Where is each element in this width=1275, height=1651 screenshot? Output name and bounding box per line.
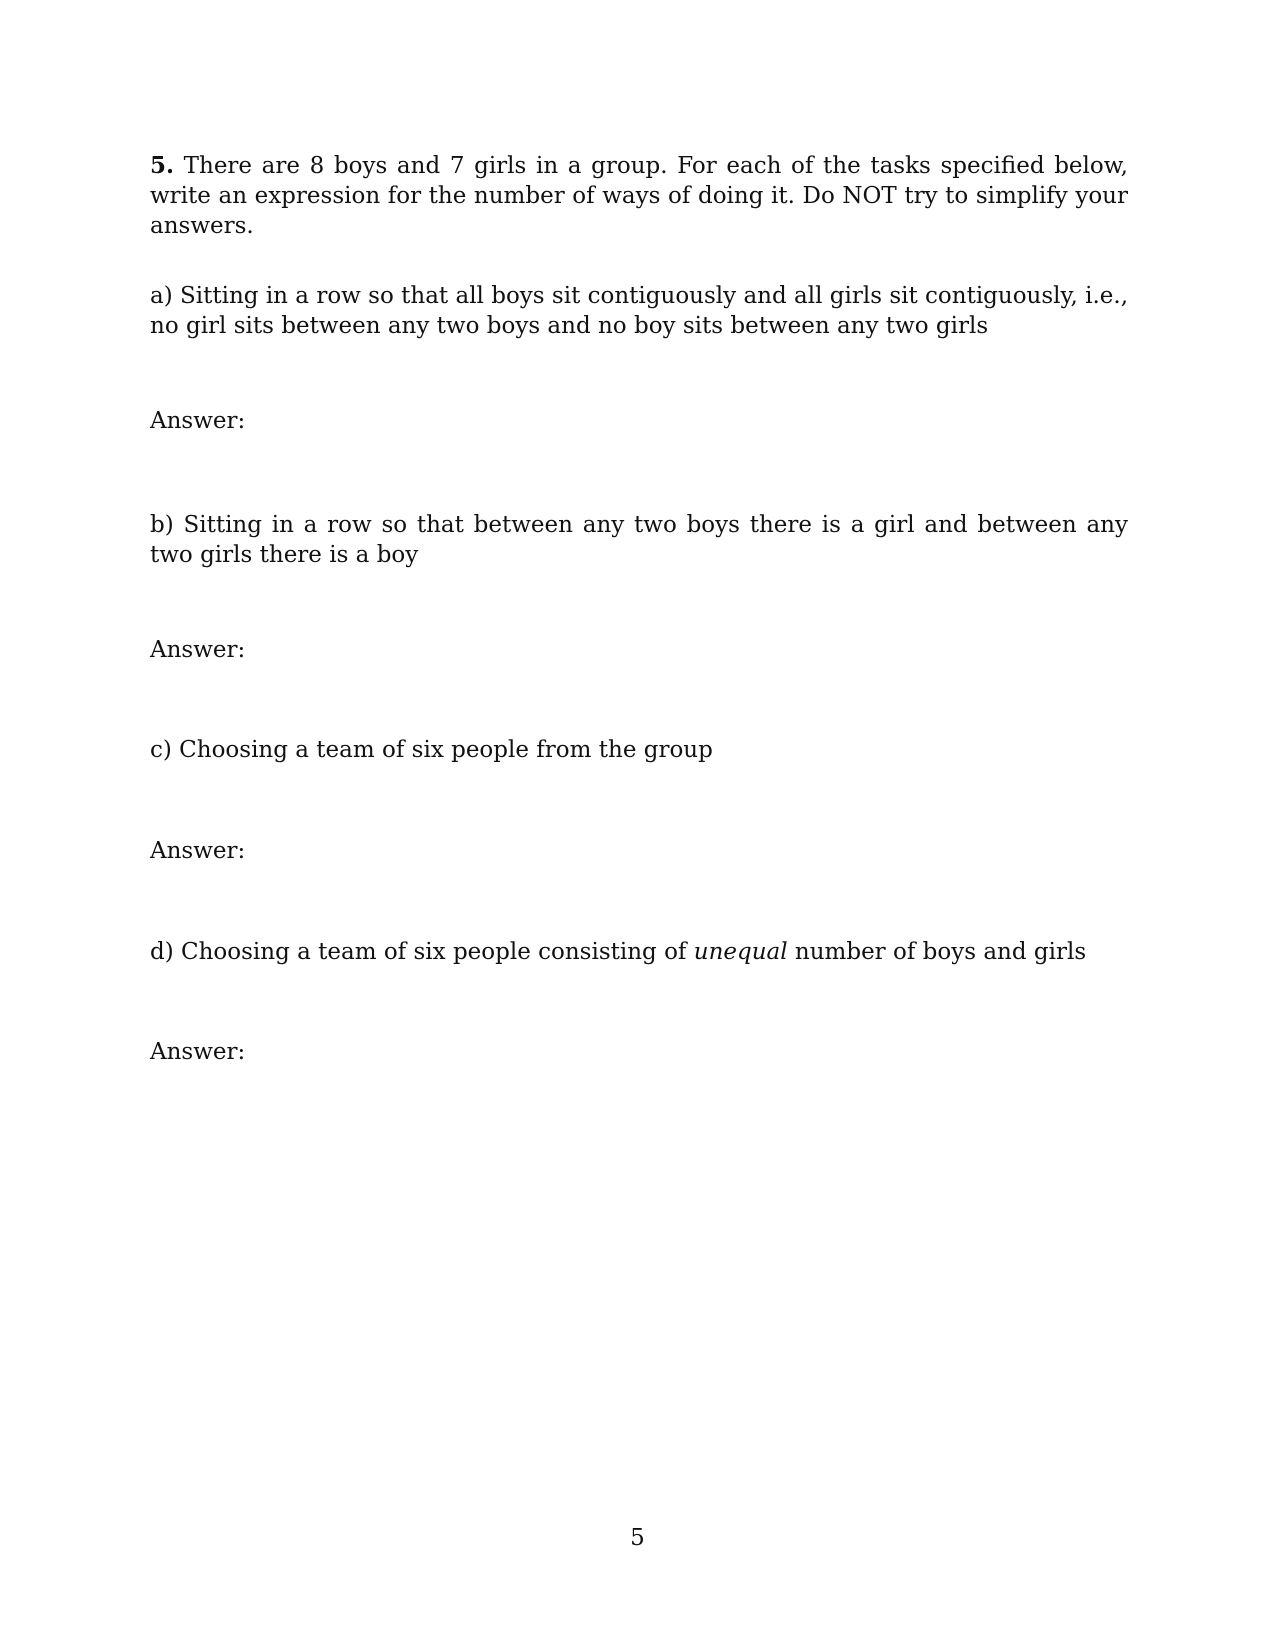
part-d-text [150, 937, 1128, 967]
question-5-intro [150, 151, 1128, 241]
part-c-text: c) Choosing a team of six people from the group [150, 737, 713, 763]
part-d-text-before: d) Choosing a team of six people consisting of [150, 939, 687, 965]
part-d-emphasis: unequal [693, 939, 788, 965]
part-a-answer-label: Answer: [150, 408, 246, 434]
part-b-answer-label: Answer: [150, 637, 246, 663]
question-text: There are 8 boys and 7 girls in a group. For each of the tasks specified below, write an expression for the number of ways of doing it. Do NOT try to simplify your answers. [150, 153, 1128, 239]
part-a-text: a) Sitting in a row so that all boys sit contiguously and all girls sit contiguously, i.e., no girl sits between any two boys and no boy sits between any two girls [150, 283, 1128, 339]
question-number: 5. [150, 152, 175, 179]
part-c-answer-label: Answer: [150, 838, 246, 864]
page-number: 5 [630, 1525, 645, 1551]
part-b-text: b) Sitting in a row so that between any two boys there is a girl and between any two girls there is a boy [150, 512, 1128, 568]
part-d-text-after: number of boys and girls [794, 939, 1087, 965]
part-d-answer-label: Answer: [150, 1039, 246, 1065]
